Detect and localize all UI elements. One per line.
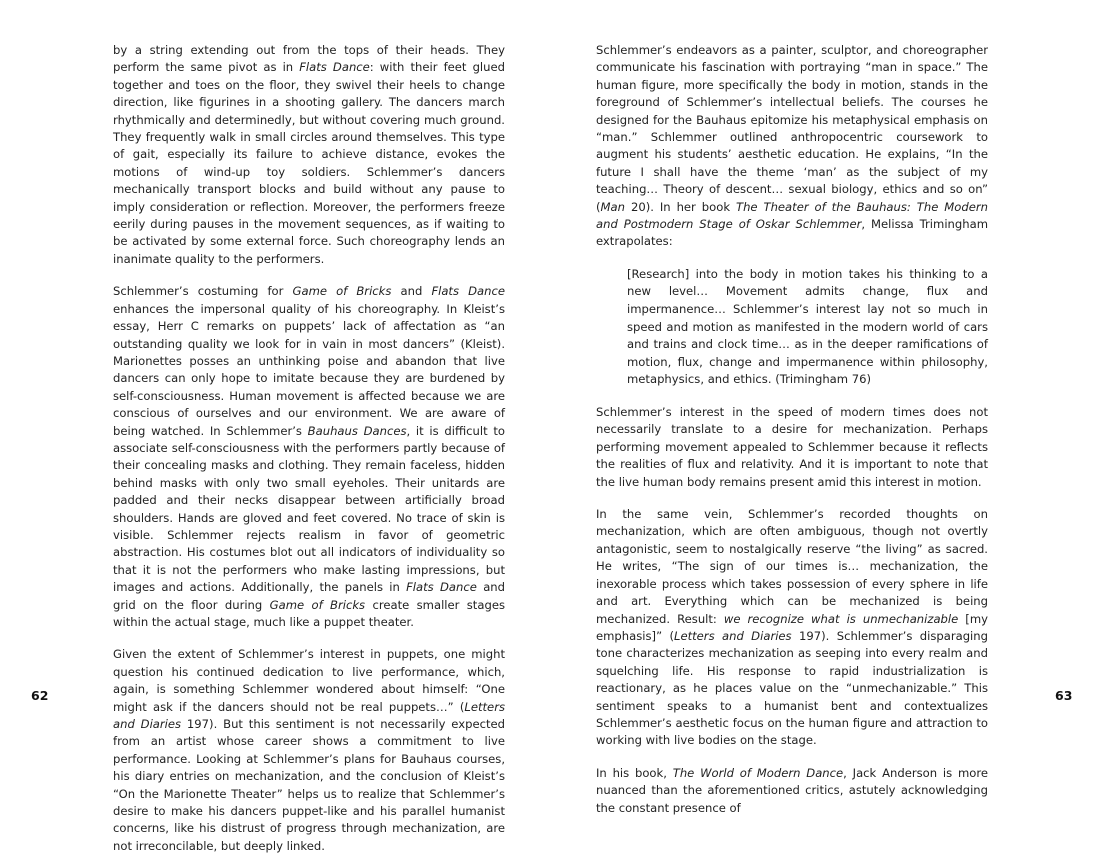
italic-title: The World of Modern Dance bbox=[672, 765, 844, 780]
page-number-left: 62 bbox=[31, 688, 49, 703]
italic-title: Letters and Diaries bbox=[113, 699, 505, 732]
italic-title: Game of Bricks bbox=[292, 284, 392, 299]
italic-title: Game of Bricks bbox=[269, 597, 366, 612]
italic-title: Man bbox=[600, 199, 625, 214]
italic-title: Bauhaus Dances bbox=[307, 423, 407, 438]
paragraph: Given the extent of Schlemmer’s interest in puppets, one might question his continued dedication to live performance, which, again, is something Schlemmer wondered about himself: “One might ask if the dancers should not be real puppets…” (Letters and Diaries 197). But this sentiment is not necessarily expected from an artist whose career shows a commitment to live performance. Looking at Schlemmer’s plans for Bauhaus courses, his diary entries on mechanization, and the conclusion of Kleist’s “On the Marionette Theater” helps us to realize that Schlemmer’s desire to make his dancers puppet-like and his parallel humanist concerns, like his distrust of progress through mechanization, are not irreconcilable, but deeply linked. bbox=[113, 647, 505, 853]
paragraph: Schlemmer’s interest in the speed of modern times does not necessarily translate to a desire for mechanization. Perhaps performing movement appealed to Schlemmer because it reflects the realities of flux and relativity. And it is important to note that the live human body remains present amid this interest in motion. bbox=[596, 405, 988, 489]
block-quote: [Research] into the body in motion takes his thinking to a new level… Movement admits change, flux and impermanence… Schlemmer’s interest lay not so much in speed and motion as manifested in the modern world of cars and trains and clock time… as in the deeper ramifications of motion, flux, change and impermanence within philosophy, metaphysics, and ethics. (Trimingham 76) bbox=[627, 266, 988, 387]
right-page-text bbox=[596, 42, 988, 817]
italic-title: Letters and Diaries bbox=[673, 628, 792, 643]
paragraph: In the same vein, Schlemmer’s recorded thoughts on mechanization, which are often ambiguous, though not overtly antagonistic, seem to nostalgically reserve “the living” as sacred. He writes, “The sign of our times is… mechanization, the inexorable process which takes possession of every sphere in life and art. Everything which can be mechanized is being mechanized. Result: we recognize what is unmechanizable [my emphasis]” (Letters and Diaries 197). Schlemmer’s disparaging tone characterizes mechanization as seeping into every realm and squelching life. His response to rapid industrialization is reactionary, as he places value on the “unmechanizable.” This sentiment speaks to a humanist bent and contextualizes Schlemmer’s aesthetic focus on the human figure and attraction to working with live bodies on the stage. bbox=[596, 507, 988, 748]
italic-title: Flats Dance bbox=[431, 284, 505, 299]
italic-title: Flats Dance bbox=[406, 580, 477, 595]
paragraph: Schlemmer’s endeavors as a painter, sculptor, and choreographer communicate his fascination with portraying “man in space.” The human figure, more specifically the body in motion, stands in the foreground of Schlemmer’s intellectual beliefs. The courses he designed for the Bauhaus epitomize his metaphysical emphasis on “man.” Schlemmer outlined anthropocentric coursework to augment his students’ aesthetic education. He explains, “In the future I shall have the theme ‘man’ as the subject of my teaching… Theory of descent… sexual biology, ethics and so on” (Man 20). In her book The Theater of the Bauhaus: The Modern and Postmodern Stage of Oskar Schlemmer, Melissa Trimingham extrapolates: bbox=[596, 43, 988, 249]
left-page-text bbox=[113, 42, 505, 855]
italic-title: Flats Dance bbox=[299, 60, 370, 75]
italic-title: we recognize what is unmechanizable bbox=[723, 611, 959, 626]
paragraph: by a string extending out from the tops of their heads. They perform the same pivot as in Flats Dance: with their feet glued together and toes on the floor, they swivel their heels to change direction, like figurines in a shooting gallery. The dancers march rhythmically and determinedly, but without covering much ground. They frequently walk in small circles around themselves. This type of gait, especially its failure to achieve distance, evokes the motions of wind-up toy soldiers. Schlemmer’s dancers mechanically transport blocks and build without any pause to imply consideration or reflection. Moreover, the performers freeze eerily during pauses in the movement sequences, as if waiting to be activated by some external force. Such choreography lends an inanimate quality to the performers. bbox=[113, 43, 505, 266]
page-number-right: 63 bbox=[1055, 688, 1073, 703]
italic-title: The Theater of the Bauhaus: The Modern and Postmodern Stage of Oskar Schlemmer bbox=[596, 199, 988, 232]
paragraph: In his book, The World of Modern Dance, Jack Anderson is more nuanced than the aforementioned critics, astutely acknowledging the constant presence of bbox=[596, 765, 988, 815]
paragraph: Schlemmer’s costuming for Game of Bricks and Flats Dance enhances the impersonal quality of his choreography. In Kleist’s essay, Herr C remarks on puppets’ lack of affectation as “an outstanding quality we look for in vain in most dancers” (Kleist). Marionettes posses an unthinking poise and abandon that live dancers can only hope to imitate because they are burdened by self-consciousness. Human movement is affected because we are conscious of ourselves and our environment. We are aware of being watched. In Schlemmer’s Bauhaus Dances, it is difficult to associate self-consciousness with the performers partly because of their concealing masks and clothing. They remain faceless, hidden behind masks with only two small eyeholes. Their unitards are padded and their necks disappear between artificially broad shoulders. Hands are gloved and feet covered. No trace of skin is visible. Schlemmer rejects realism in favor of geometric abstraction. His costumes blot out all indicators of individuality so that it is not the performers who make lasting impressions, but images and actions. Additionally, the panels in Flats Dance and grid on the floor during Game of Bricks create smaller stages within the actual stage, much like a puppet theater. bbox=[113, 284, 506, 629]
